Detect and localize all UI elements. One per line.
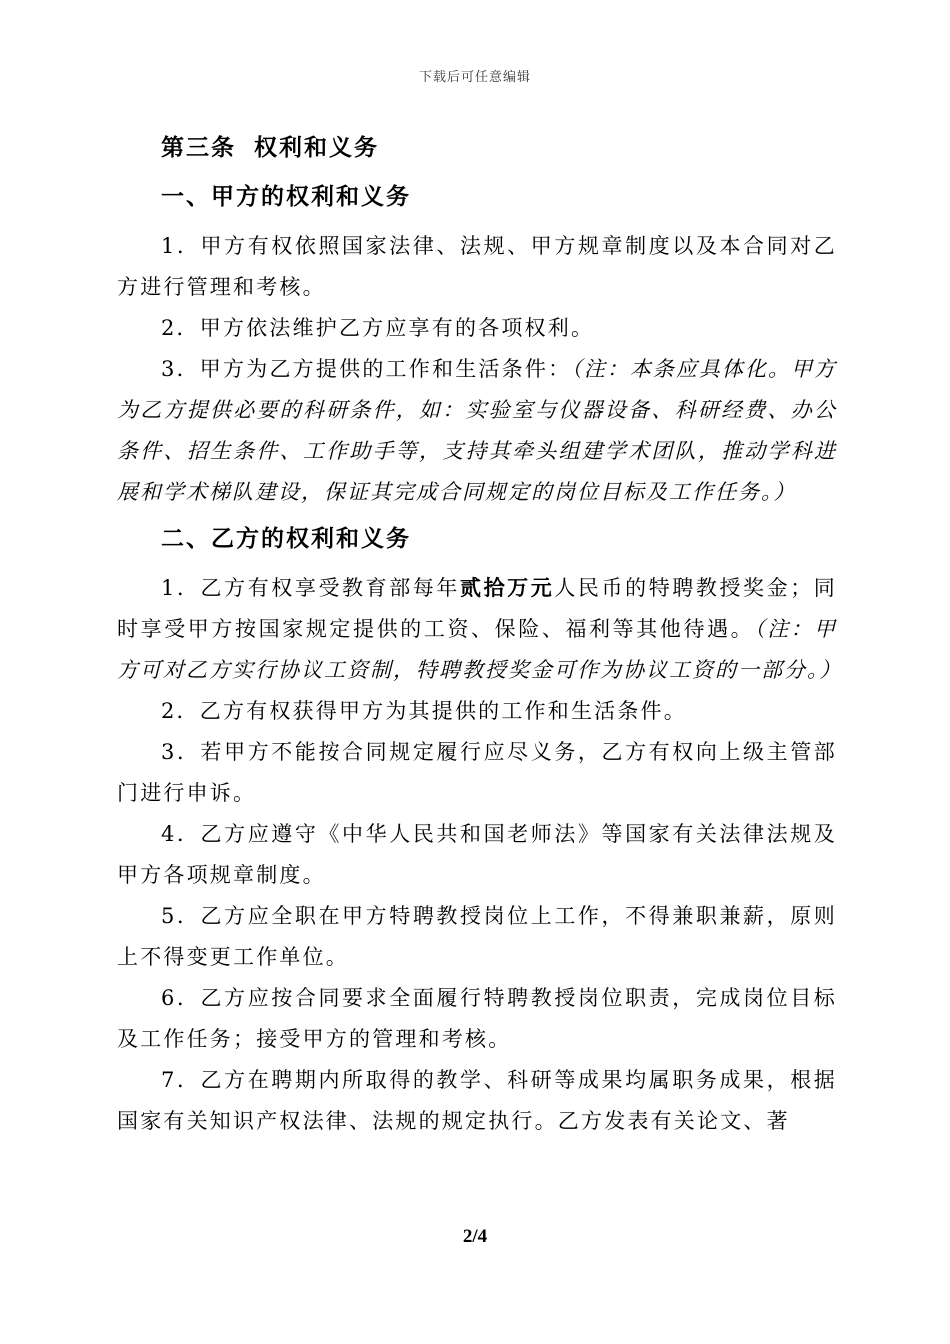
section-1-item-1: 1．甲方有权依照国家法律、法规、甲方规章制度以及本合同对乙方进行管理和考核。 xyxy=(117,234,837,299)
section-2-item-1-pre: 1．乙方有权享受教育部每年 xyxy=(161,576,460,600)
article-number: 第三条 xyxy=(161,135,236,161)
section-2-item-1-post: 人民币的特聘教授奖金；同时享受甲方按国家规定提供的工资、保险、福利等其他待遇。 xyxy=(117,576,837,641)
section-2-item-2: 2．乙方有权获得甲方为其提供的工作和生活条件。 xyxy=(161,699,687,723)
document-body xyxy=(117,128,843,1142)
article-heading xyxy=(161,128,837,168)
page-number: 2/4 xyxy=(462,1226,488,1247)
section-2-item-7: 7．乙方在聘期内所取得的教学、科研等成果均属职务成果，根据国家有关知识产权法律、法规的规定执行。乙方发表有关论文、著 xyxy=(117,1068,837,1133)
section-2-item-5: 5．乙方应全职在甲方特聘教授岗位上工作，不得兼职兼薪，原则上不得变更工作单位。 xyxy=(117,904,837,969)
section-2-item-1-note: （注：甲方可对乙方实行协议工资制，特聘教授奖金可作为协议工资的一部分。） xyxy=(117,617,843,682)
section-1-item-3-note: （注：本条应具体化。甲方为乙方提供必要的科研条件，如：实验室与仪器设备、科研经费、办公条件、招生条件、工作助手等，支持其牵头组建学术团队，推动学科进展和学术梯队建设，保证其完成合同规定的岗位目标及工作任务。） xyxy=(117,357,837,504)
section-2-heading: 二、乙方的权利和义务 xyxy=(161,526,411,552)
section-2-item-4: 4．乙方应遵守《中华人民共和国老师法》等国家有关法律法规及甲方各项规章制度。 xyxy=(117,822,837,887)
section-2-item-6: 6．乙方应按合同要求全面履行特聘教授岗位职责，完成岗位目标及工作任务；接受甲方的管理和考核。 xyxy=(117,986,837,1051)
section-2-item-3: 3．若甲方不能按合同规定履行应尽义务，乙方有权向上级主管部门进行申诉。 xyxy=(117,740,837,805)
article-subtitle: 权利和义务 xyxy=(254,135,379,161)
section-1-heading: 一、甲方的权利和义务 xyxy=(161,184,411,210)
document-header-note: 下载后可任意编辑 xyxy=(418,70,531,85)
section-1-item-2: 2．甲方依法维护乙方应享有的各项权利。 xyxy=(161,316,595,340)
section-1-item-3 xyxy=(117,349,837,513)
section-2-item-1 xyxy=(117,568,843,691)
award-amount: 贰拾万元 xyxy=(459,576,555,600)
section-1-item-3-text: 3．甲方为乙方提供的工作和生活条件： xyxy=(161,357,572,381)
